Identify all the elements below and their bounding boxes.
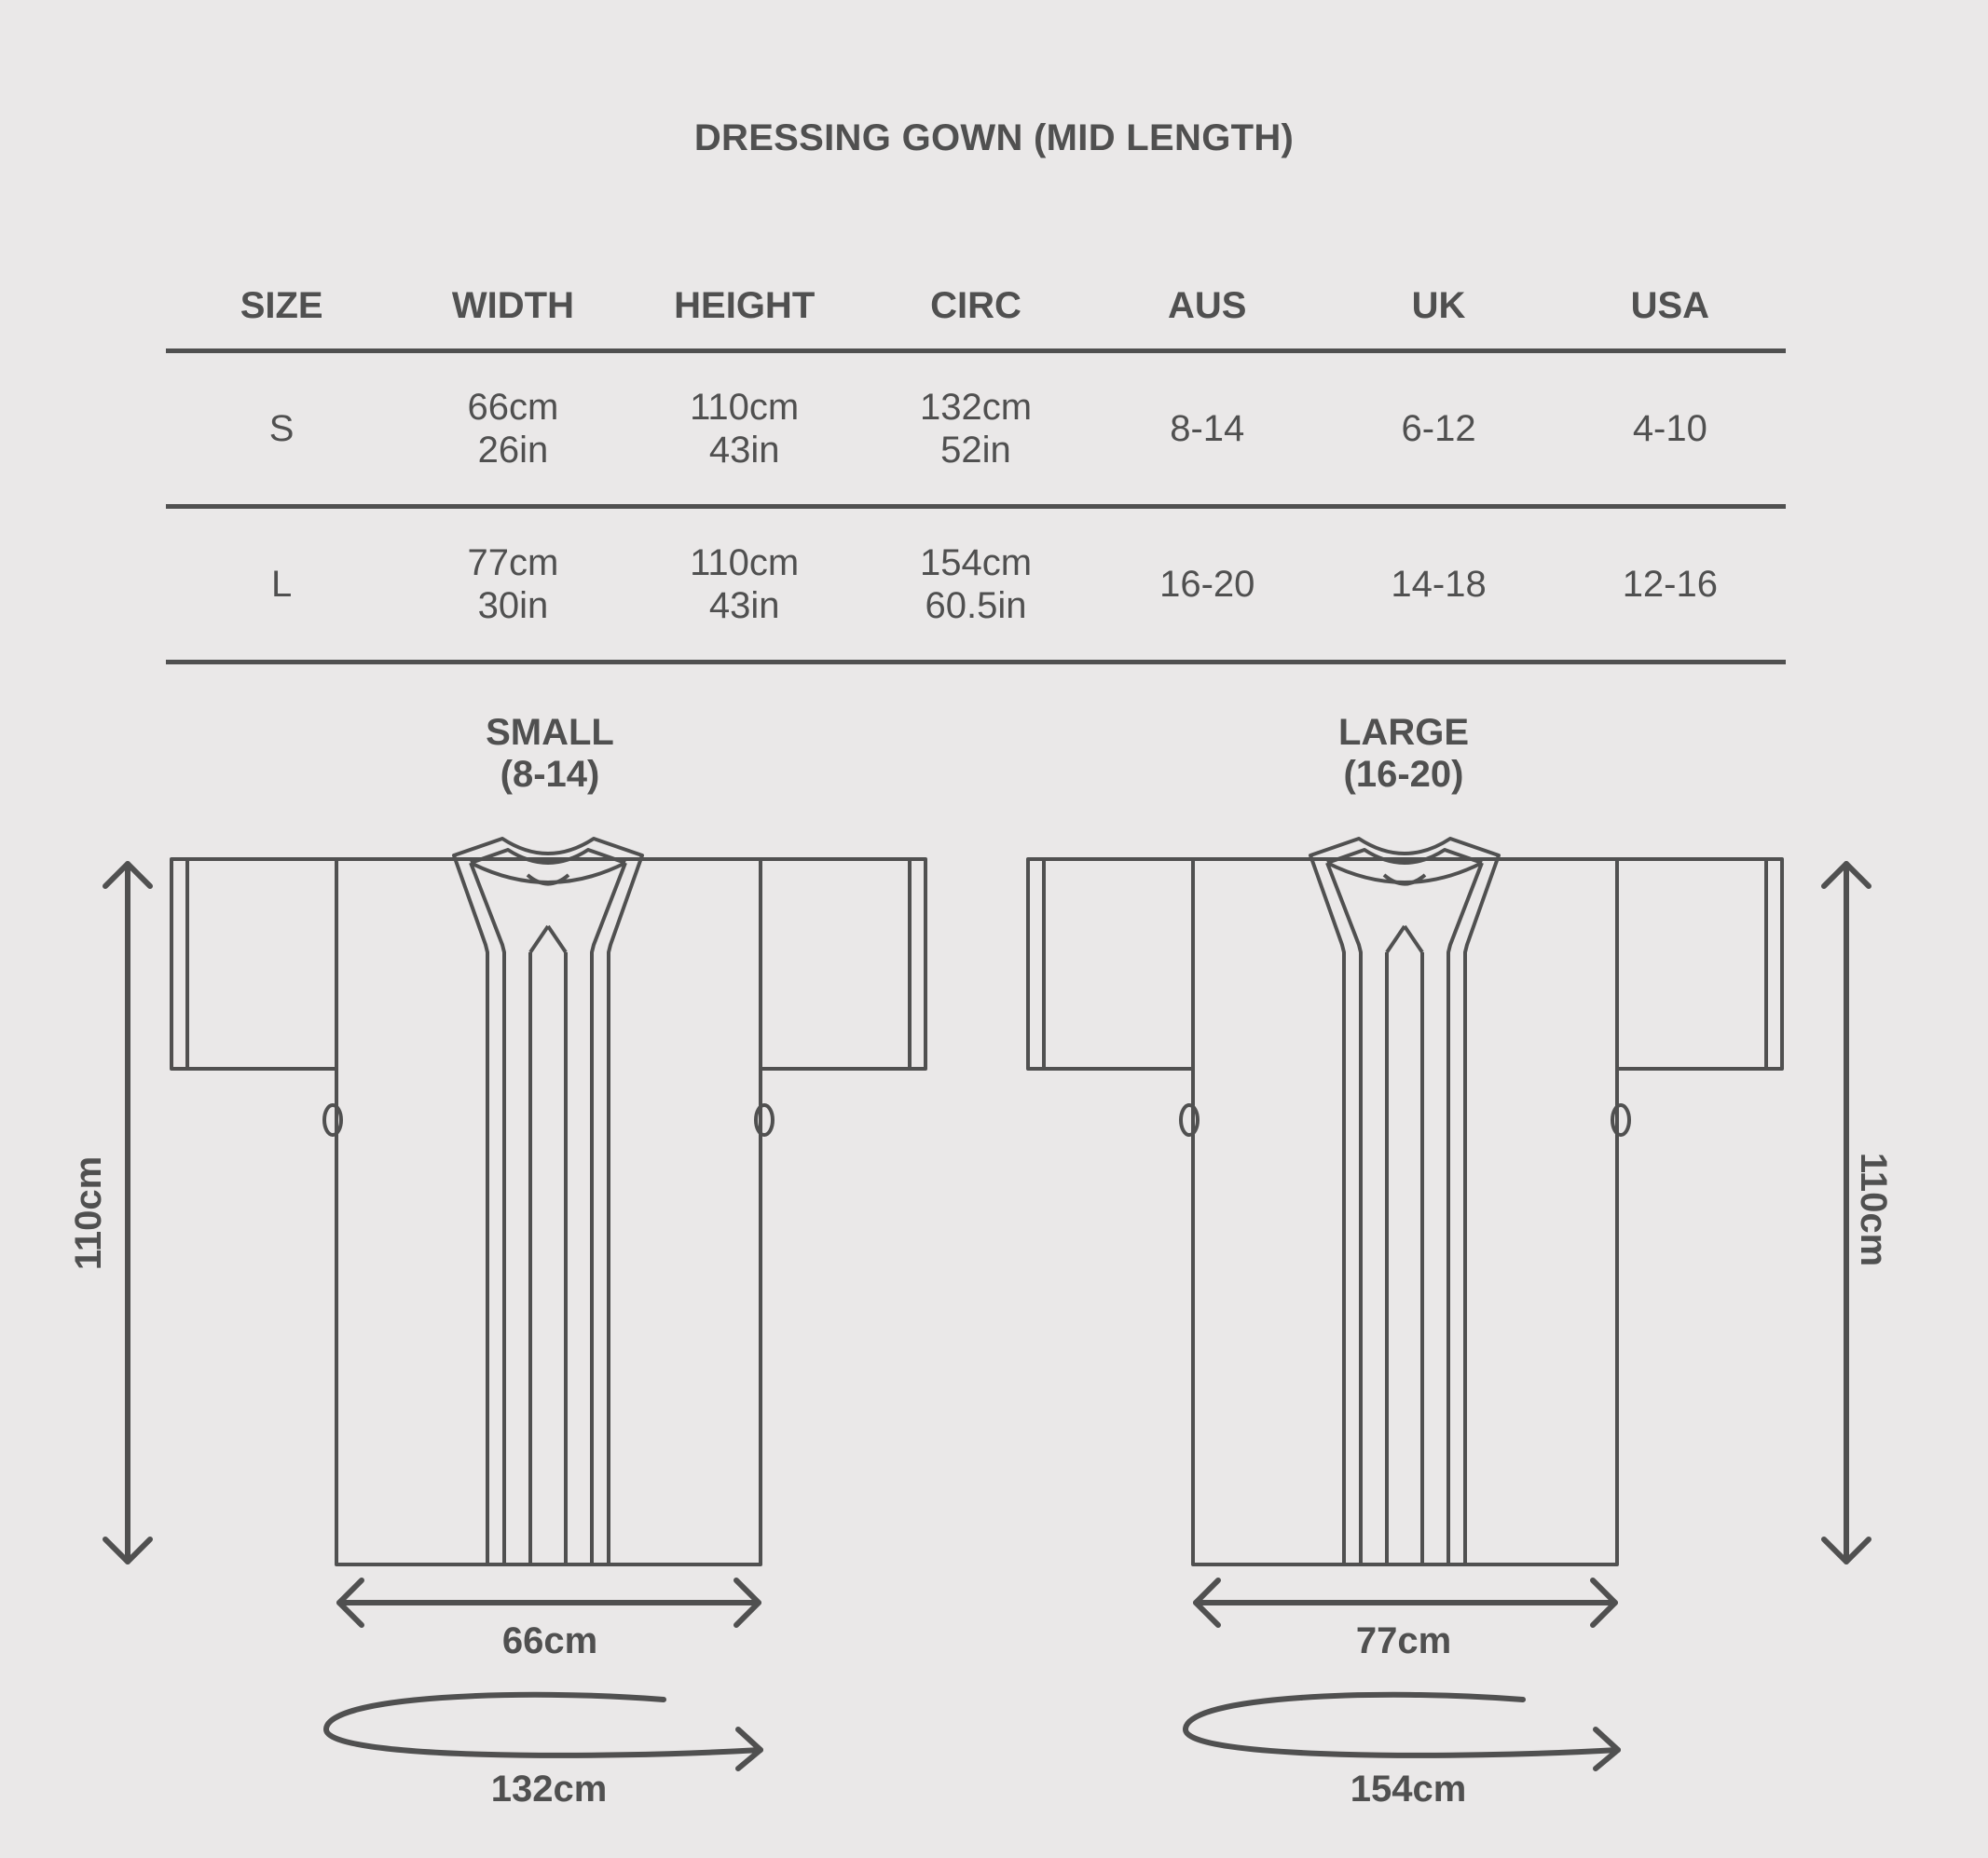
cell-size: S [166,351,397,507]
header-width: WIDTH [397,263,628,351]
small-circ-arrow [326,1695,761,1769]
small-title-line2: (8-14) [500,754,600,795]
cell-circ-in: 52in [940,430,1011,471]
cell-aus: 8-14 [1091,351,1323,507]
header-circ: CIRC [860,263,1091,351]
cell-height-in: 43in [708,585,780,626]
cell-aus: 16-20 [1091,507,1323,663]
large-height-label: 110cm [1853,1152,1894,1267]
cell-usa: 4-10 [1555,351,1786,507]
large-circ-arrow [1186,1695,1618,1769]
cell-width-cm: 66cm [467,387,559,428]
small-width-arrow [339,1580,759,1625]
header-aus: AUS [1091,263,1323,351]
large-title-line1: LARGE [1338,712,1469,753]
small-gown-outline [171,839,925,1564]
small-title-line1: SMALL [486,712,614,753]
cell-height-cm: 110cm [690,387,800,428]
cell-circ-cm: 154cm [919,542,1033,583]
large-circ-label: 154cm [1350,1769,1467,1810]
cell-height-in: 43in [708,430,780,471]
header-height: HEIGHT [629,263,860,351]
large-title-line2: (16-20) [1343,754,1464,795]
cell-size: L [166,507,397,663]
cell-usa: 12-16 [1555,507,1786,663]
cell-circ-in: 60.5in [925,585,1027,626]
cell-width-in: 26in [477,430,549,471]
header-size: SIZE [166,263,397,351]
large-width-label: 77cm [1355,1620,1452,1661]
small-circ-label: 132cm [490,1769,608,1810]
page-title: DRESSING GOWN (MID LENGTH) [693,117,1295,158]
small-width-label: 66cm [501,1620,598,1661]
cell-uk: 14-18 [1323,507,1554,663]
header-uk: UK [1323,263,1554,351]
large-width-arrow [1196,1580,1615,1625]
large-gown-outline [1028,839,1782,1564]
header-usa: USA [1555,263,1786,351]
small-height-arrow [105,864,150,1562]
cell-width-in: 30in [477,585,549,626]
small-height-label: 110cm [68,1155,109,1271]
cell-height-cm: 110cm [690,542,800,583]
cell-width-cm: 77cm [467,542,559,583]
cell-uk: 6-12 [1323,351,1554,507]
cell-circ-cm: 132cm [919,387,1033,428]
